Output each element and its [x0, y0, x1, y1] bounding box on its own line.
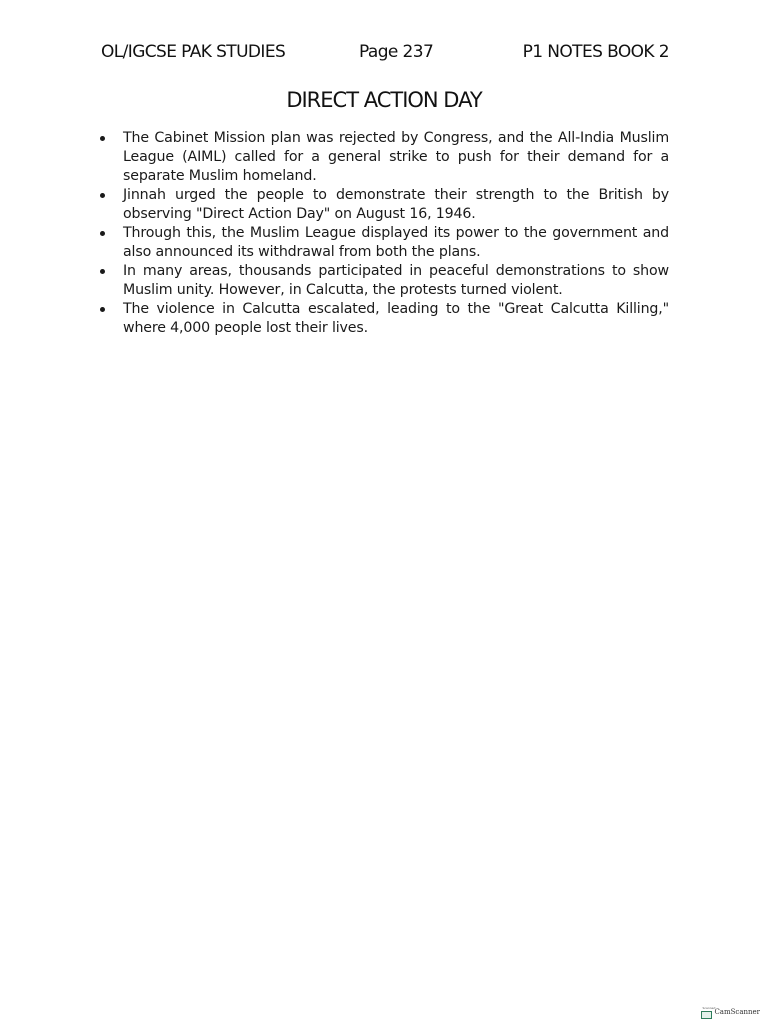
camscanner-watermark — [701, 1002, 760, 1022]
list-item-text: In many areas, thousands participated in peaceful demonstrations to show Muslim unity. However, in Calcutta, the protests turned violent. — [123, 263, 669, 298]
camscanner-label: CamScanner — [714, 1008, 760, 1016]
list-item — [99, 186, 669, 224]
list-item-text: Through this, the Muslim League displayed its power to the government and also announced its withdrawal from both the plans. — [123, 225, 669, 260]
list-item-text: The violence in Calcutta escalated, leading to the "Great Calcutta Killing," where 4,000 people lost their lives. — [123, 301, 669, 336]
page-title: DIRECT ACTION DAY — [286, 88, 482, 112]
bullet-icon — [100, 136, 105, 141]
header-page-number: Page 237 — [359, 42, 434, 62]
list-item — [99, 262, 669, 300]
bullet-list — [99, 129, 669, 338]
list-item — [99, 129, 669, 186]
bullet-icon — [100, 231, 105, 236]
list-item-text: The Cabinet Mission plan was rejected by Congress, and the All-India Muslim League (AIML) called for a general strike to push for their demand for a separate Muslim homeland. — [123, 130, 669, 184]
page-header — [101, 42, 669, 66]
bullet-icon — [100, 269, 105, 274]
list-item-text: Jinnah urged the people to demonstrate their strength to the British by observing "Direct Action Day" on August 16, 1946. — [123, 187, 669, 222]
camscanner-logo-icon — [701, 1006, 716, 1018]
bullet-icon — [100, 307, 105, 312]
camscanner-logo-text: Scanned — [702, 1006, 716, 1010]
bullet-icon — [100, 193, 105, 198]
header-book-title: P1 NOTES BOOK 2 — [522, 42, 669, 62]
header-subject: OL/IGCSE PAK STUDIES — [101, 42, 286, 62]
list-item — [99, 224, 669, 262]
list-item — [99, 300, 669, 338]
